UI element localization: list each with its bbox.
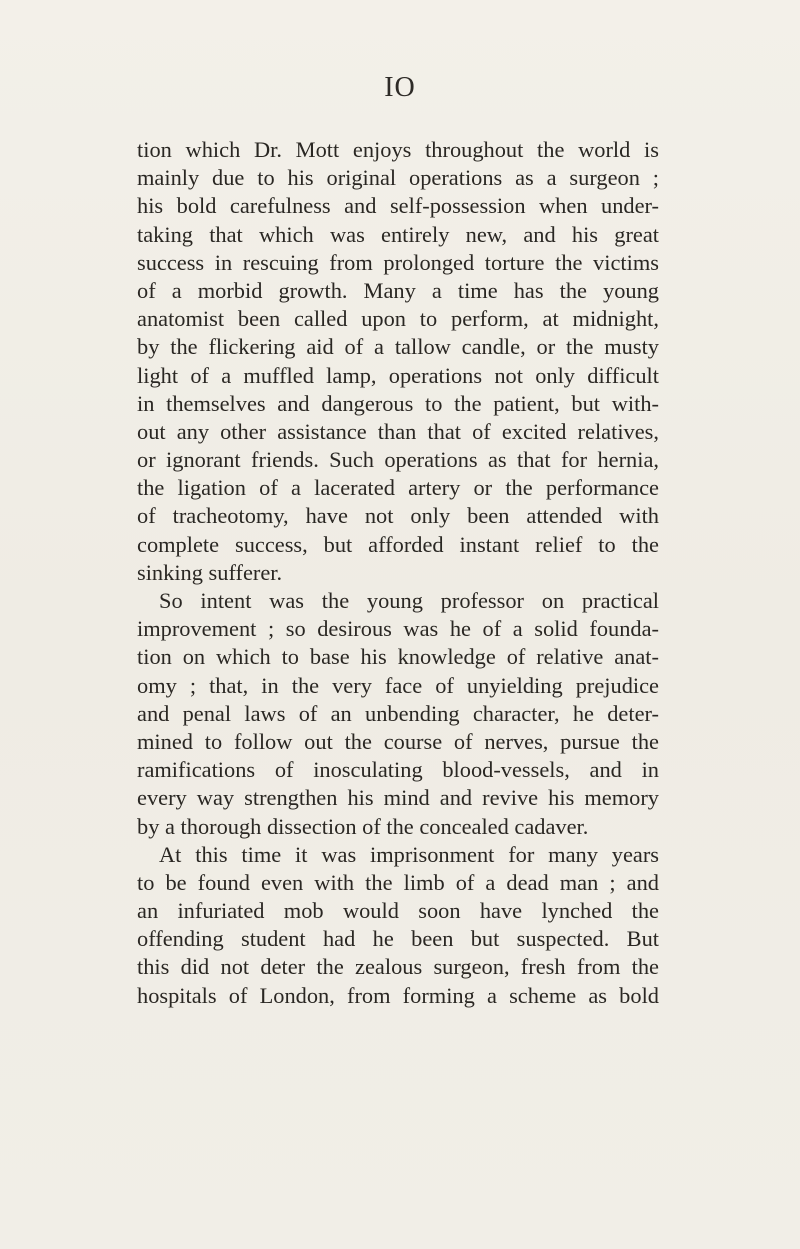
text-line: sinking sufferer. [137,559,283,585]
text-line: or ignorant friends. Such operations as that for hernia, [137,447,659,473]
text-line: his bold carefulness and self-possession when under- [137,193,659,219]
paragraph [137,587,659,841]
text-line: to be found even with the limb of a dead man ; and [137,869,659,895]
text-line: At this time it was imprisonment for many years [159,841,659,867]
body-text [137,136,659,1010]
text-line: and penal laws of an unbending character, he deter- [137,700,659,726]
text-line: in themselves and dangerous to the patient, but with- [137,390,659,416]
text-line: the ligation of a lacerated artery or the performance [137,475,659,501]
text-line: out any other assistance than that of excited relatives, [137,418,659,444]
text-line: light of a muffled lamp, operations not only difficult [137,362,659,388]
text-line: of tracheotomy, have not only been attended with [137,503,659,529]
text-line: by a thorough dissection of the concealed cadaver. [137,813,589,839]
text-line: taking that which was entirely new, and his great [137,221,659,247]
text-line: mined to follow out the course of nerves, pursue the [137,728,659,754]
text-line: ramifications of inosculating blood-vessels, and in [137,757,659,783]
text-line: mainly due to his original operations as a surgeon ; [137,165,659,191]
text-line: tion on which to base his knowledge of relative anat- [137,644,659,670]
text-line: of a morbid growth. Many a time has the young [137,277,659,303]
text-line: tion which Dr. Mott enjoys throughout the world is [137,137,659,162]
text-line: offending student had he been but suspected. But [137,926,659,952]
text-line: improvement ; so desirous was he of a solid founda- [137,616,659,642]
paragraph [137,136,659,587]
text-line: this did not deter the zealous surgeon, fresh from the [137,954,659,980]
text-line: anatomist been called upon to perform, at midnight, [137,306,659,332]
page-number: IO [384,72,416,103]
text-line: complete success, but afforded instant relief to the [137,531,659,557]
text-line: every way strengthen his mind and revive his memory [137,785,659,811]
text-line: success in rescuing from prolonged torture the victims [137,249,659,275]
text-line: an infuriated mob would soon have lynched the [137,898,659,924]
text-line: omy ; that, in the very face of unyielding prejudice [137,672,659,698]
text-line: hospitals of London, from forming a scheme as bold [137,982,659,1008]
paragraph [137,841,659,1010]
text-line: So intent was the young professor on practical [159,588,659,613]
text-line: by the flickering aid of a tallow candle, or the musty [137,334,659,360]
